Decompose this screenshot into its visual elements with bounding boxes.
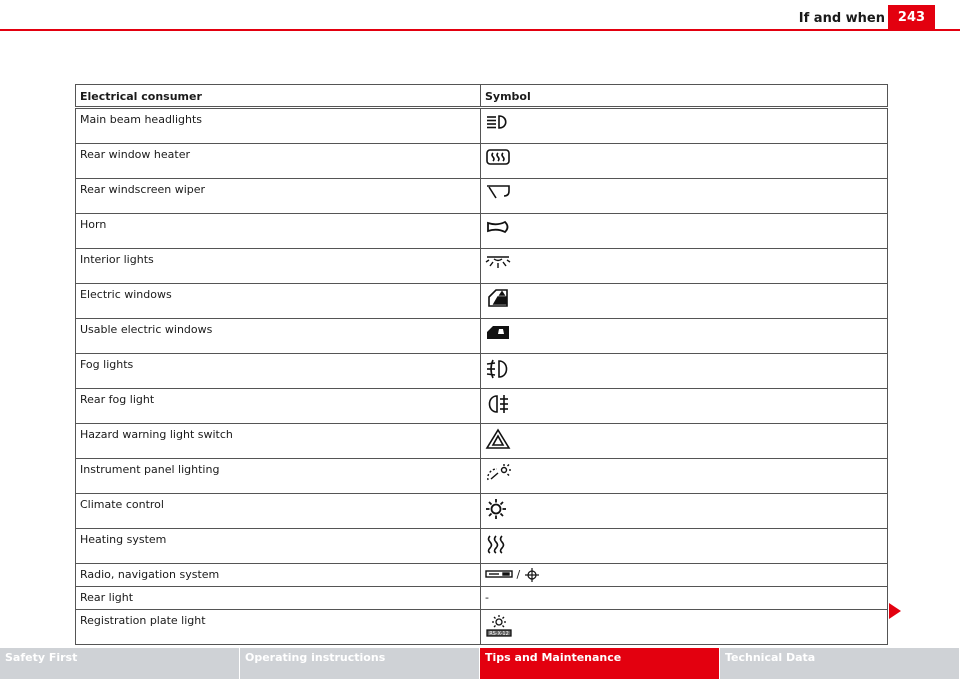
interior-light-icon [485,253,511,271]
table-row [76,354,888,389]
symbol-separator: / [516,568,521,581]
table-row [76,108,888,144]
symbol-cell [481,319,888,354]
footer-tab-technical-data[interactable]: Technical Data [720,648,959,679]
consumer-label: Horn [76,214,481,249]
table-row [76,179,888,214]
symbol-cell [481,494,888,529]
table-row [76,529,888,564]
symbol-cell [481,529,888,564]
consumer-label: Rear light [76,587,481,610]
symbol-cell [481,610,888,645]
symbol-text: - [485,591,489,604]
electrical-consumer-table [75,84,888,645]
table-row [76,284,888,319]
consumer-label: Hazard warning light switch [76,424,481,459]
consumer-label: Rear fog light [76,389,481,424]
symbol-cell [481,424,888,459]
symbol-cell [481,249,888,284]
electric-window-icon [485,288,511,308]
main-beam-icon [485,113,511,131]
consumer-label: Rear window heater [76,144,481,179]
column-header-symbol: Symbol [481,85,888,108]
navigation-icon [524,568,540,582]
table-row [76,319,888,354]
symbol-cell [481,389,888,424]
header-rule [0,29,960,31]
table-row [76,494,888,529]
plate-text: RS·X-12 [489,631,509,637]
table-row [76,610,888,645]
table-row [76,144,888,179]
horn-icon [485,218,511,236]
consumer-label: Heating system [76,529,481,564]
consumer-label: Registration plate light [76,610,481,645]
symbol-cell [481,108,888,144]
page-title: If and when [798,11,885,26]
hazard-icon [485,428,511,450]
symbol-cell [481,214,888,249]
consumer-label: Interior lights [76,249,481,284]
table-row [76,249,888,284]
footer-nav [0,648,960,679]
registration-plate-light-icon [485,614,513,638]
symbol-cell [481,144,888,179]
symbol-cell [481,284,888,319]
table-row [76,214,888,249]
climate-control-icon [485,498,511,520]
radio-icon [485,568,513,580]
table-header-row [76,85,888,108]
footer-tab-tips-and-maintenance[interactable]: Tips and Maintenance [480,648,719,679]
heating-icon [485,533,511,555]
next-page-arrow-icon[interactable] [889,603,901,619]
symbol-cell [481,564,888,587]
consumer-label: Usable electric windows [76,319,481,354]
table-row [76,424,888,459]
table-row [76,587,888,610]
consumer-label: Fog lights [76,354,481,389]
usable-electric-window-icon [485,323,511,341]
instrument-lighting-icon [485,463,511,483]
rear-fog-light-icon [485,393,511,415]
table-row [76,564,888,587]
symbol-cell [481,354,888,389]
consumer-label: Climate control [76,494,481,529]
consumer-label: Radio, navigation system [76,564,481,587]
table-row [76,459,888,494]
page-number: 243 [888,5,935,30]
consumer-label: Instrument panel lighting [76,459,481,494]
fog-light-icon [485,358,511,380]
symbol-cell [481,459,888,494]
rear-window-heater-icon [485,148,511,166]
footer-tab-operating-instructions[interactable]: Operating instructions [240,648,479,679]
consumer-label: Rear windscreen wiper [76,179,481,214]
column-header-consumer: Electrical consumer [76,85,481,108]
footer-tab-safety-first[interactable]: Safety First [0,648,239,679]
consumer-label: Main beam headlights [76,108,481,144]
table-row [76,389,888,424]
symbol-cell [481,179,888,214]
consumer-label: Electric windows [76,284,481,319]
rear-wiper-icon [485,183,511,201]
symbol-cell [481,587,888,610]
